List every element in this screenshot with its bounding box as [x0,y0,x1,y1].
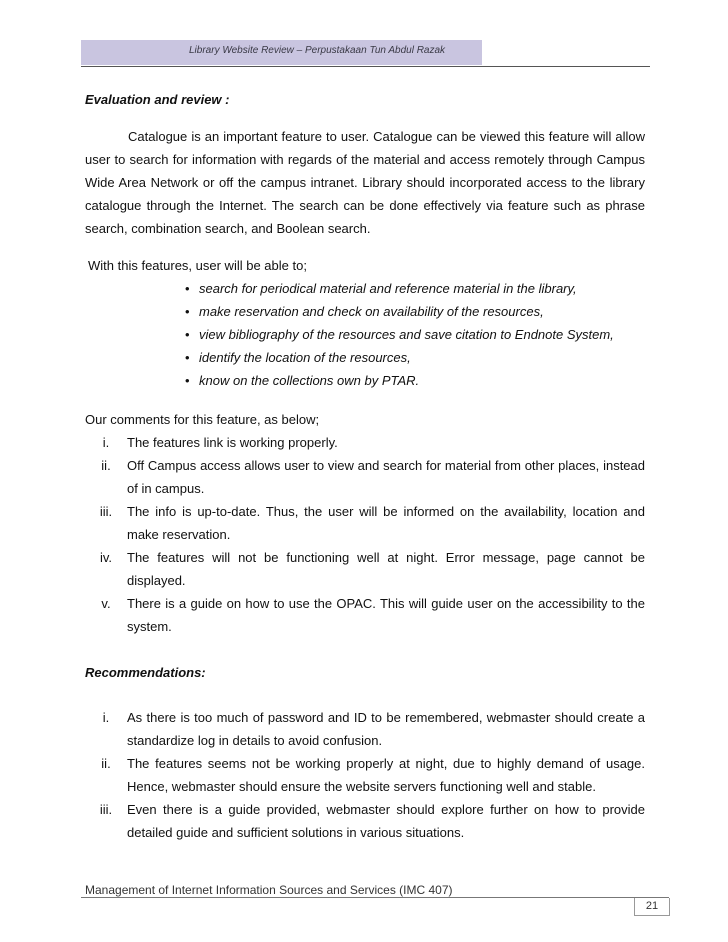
feature-bullet: • know on the collections own by PTAR. [185,373,420,388]
recommendations-list [85,706,645,844]
comment-item: ii. Off Campus access allows user to view and search for material from other places, instead of in campus. [101,458,645,496]
feature-bullet: • search for periodical material and reference material in the library, [185,281,577,296]
comments-list [85,431,645,638]
feature-bullet-list [185,277,645,392]
comment-item: v. There is a guide on how to use the OPAC. This will guide user on the accessibility to the system. [101,596,645,634]
comment-item: i. The features link is working properly. [102,435,338,450]
feature-bullet: • identify the location of the resources, [185,350,411,365]
page-content [85,88,645,844]
section-heading-evaluation: Evaluation and review : [85,92,230,107]
footer-course-title: Management of Internet Information Sources and Services (IMC 407) [85,883,453,897]
comment-item: iv. The features will not be functioning well at night. Error message, page cannot be displayed. [99,550,645,588]
comments-intro: Our comments for this feature, as below; [85,412,320,427]
recommendation-item: iii. Even there is a guide provided, webmaster should explore further on how to provide detailed guide and sufficient solutions in various situations. [99,802,645,840]
recommendation-item: i. As there is too much of password and ID to be remembered, webmaster should create a standardize log in details to avoid confusion. [102,710,645,748]
comment-item: iii. The info is up-to-date. Thus, the user will be informed on the availability, location and make reservation. [99,504,645,542]
section-heading-recommendations: Recommendations: [85,665,206,680]
recommendation-item: ii. The features seems not be working properly at night, due to highly demand of usage. Hence, webmaster should ensure the website servers functioning well and stable. [101,756,645,794]
header-color-block [81,40,183,65]
header-title: Library Website Review – Perpustakaan Tun Abdul Razak [189,45,446,56]
page-number: 21 [634,898,670,916]
header-rule [81,66,650,67]
features-intro: With this features, user will be able to; [88,258,307,273]
feature-bullet: • view bibliography of the resources and save citation to Endnote System, [185,327,614,342]
footer-rule [81,897,669,898]
feature-bullet: • make reservation and check on availability of the resources, [185,304,544,319]
evaluation-paragraph: Catalogue is an important feature to user. Catalogue can be viewed this feature will allow user to search for information with regards of the material and access remotely through Campus Wide Area Network or off the campus intranet. Library should incorporated access to the library catalogue through the Internet. The search can be done effectively via feature such as phrase search, combination search, and Boolean search. [85,129,645,236]
